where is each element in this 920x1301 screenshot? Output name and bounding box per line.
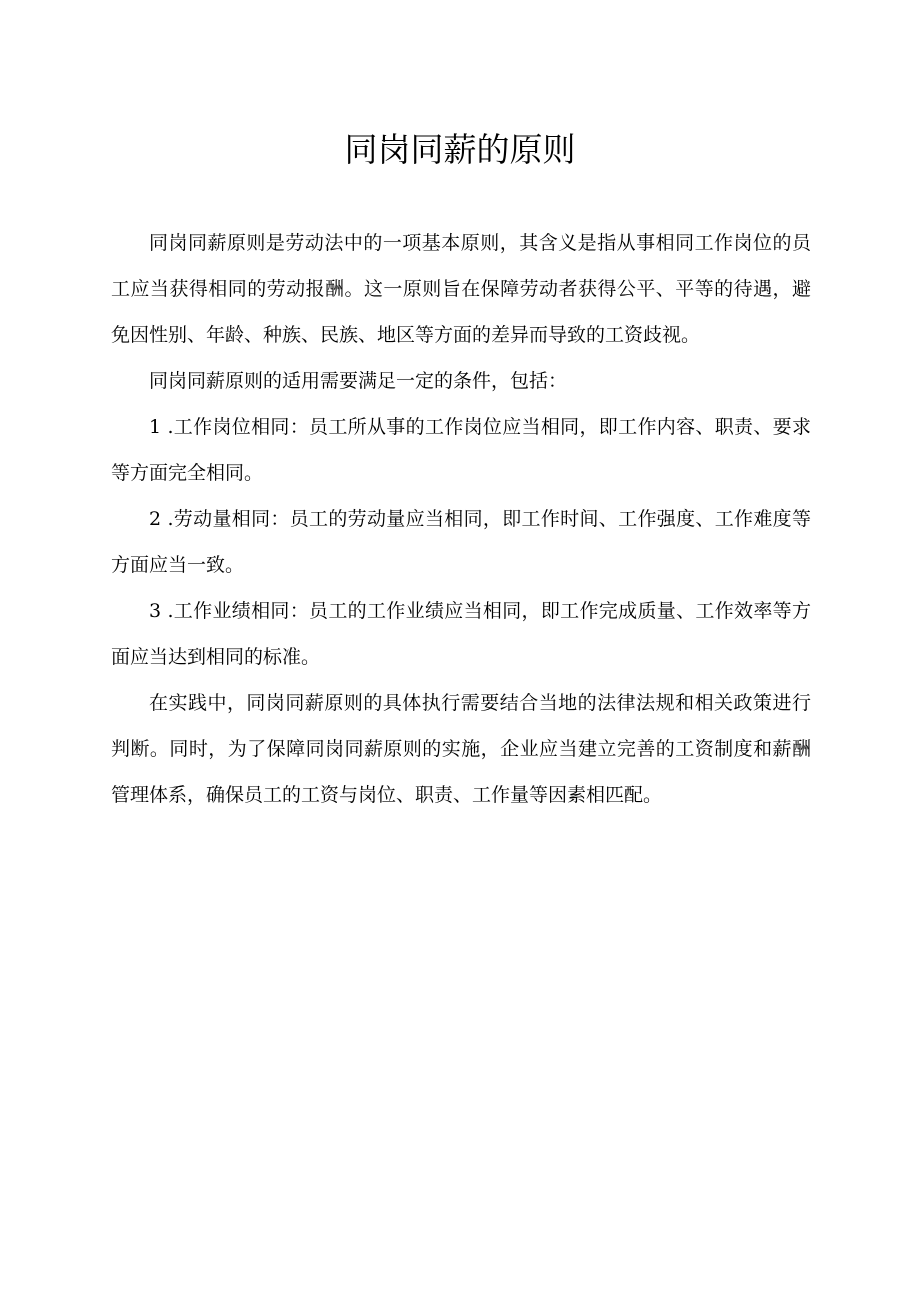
paragraph-condition-1: 1 .工作岗位相同：员工所从事的工作岗位应当相同，即工作内容、职责、要求等方面完全相同。 [111, 416, 811, 484]
paragraph-condition-3: 3 .工作业绩相同：员工的工作业绩应当相同，即工作完成质量、工作效率等方面应当达到相同的标准。 [111, 600, 811, 668]
paragraph-condition-2: 2 .劳动量相同：员工的劳动量应当相同，即工作时间、工作强度、工作难度等方面应当一致。 [111, 508, 811, 576]
document-title: 同岗同薪的原则 [344, 130, 576, 169]
paragraph-conditions-lead: 同岗同薪原则的适用需要满足一定的条件，包括： [149, 370, 568, 392]
paragraph-practice: 在实践中，同岗同薪原则的具体执行需要结合当地的法律法规和相关政策进行判断。同时，为了保障同岗同薪原则的实施，企业应当建立完善的工资制度和薪酬管理体系，确保员工的工资与岗位、职责、工作量等因素相匹配。 [111, 692, 811, 806]
paragraph-intro: 同岗同薪原则是劳动法中的一项基本原则，其含义是指从事相同工作岗位的员工应当获得相同的劳动报酬。这一原则旨在保障劳动者获得公平、平等的待遇，避免因性别、年龄、种族、民族、地区等方面的差异而导致的工资歧视。 [111, 232, 811, 346]
document-body [111, 220, 811, 818]
